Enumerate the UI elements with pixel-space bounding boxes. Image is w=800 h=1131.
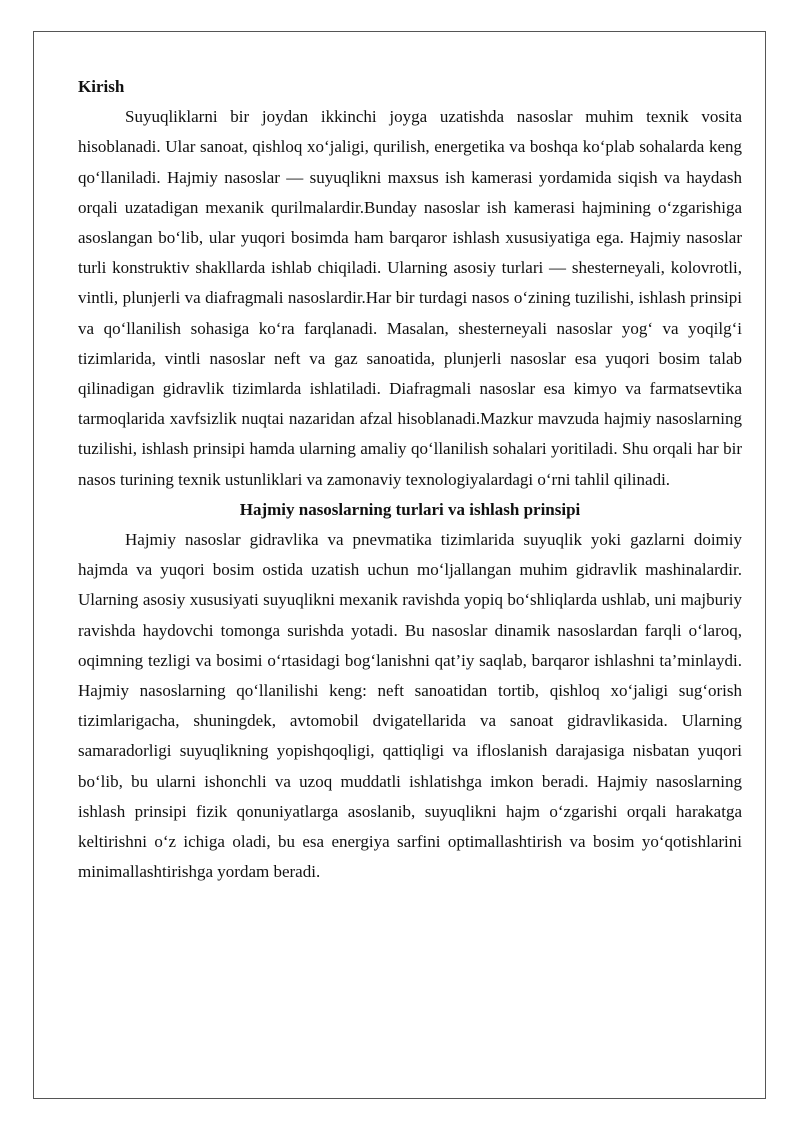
document-body: [78, 72, 742, 887]
intro-paragraph: Suyuqliklarni bir joydan ikkinchi joyga uzatishda nasoslar muhim texnik vosita hisoblanadi. Ular sanoat, qishloq xo‘jaligi, qurilish, energetika va boshqa ko‘plab sohalarda keng qo‘llaniladi. Hajmiy nasoslar — suyuqlikni maxsus ish kamerasi yordamida siqish va haydash orqali uzatadigan mexanik qurilmalardir.Bunday nasoslar ish kamerasi hajmining o‘zgarishiga asoslangan bo‘lib, ular yuqori bosimda ham barqaror ishlash xususiyatiga ega. Hajmiy nasoslar turli konstruktiv shakllarda ishlab chiqiladi. Ularning asosiy turlari — shesterneyali, kolovrotli, vintli, plunjerli va diafragmali nasoslardir.Har bir turdagi nasos o‘zining tuzilishi, ishlash prinsipi va qo‘llanilish sohasiga ko‘ra farqlanadi. Masalan, shesterneyali nasoslar yog‘ va yoqilg‘i tizimlarida, vintli nasoslar neft va gaz sanoatida, plunjerli nasoslar esa yuqori bosim talab qilinadigan gidravlik tizimlarda ishlatiladi. Diafragmali nasoslar esa kimyo va farmatsevtika tarmoqlarida xavfsizlik nuqtai nazaridan afzal hisoblanadi.Mazkur mavzuda hajmiy nasoslarning tuzilishi, ishlash prinsipi hamda ularning amaliy qo‘llanilish sohalari yoritiladi. Shu orqali har bir nasos turining texnik ustunliklari va zamonaviy texnologiyalardagi o‘rni tahlil qilinadi.: [78, 107, 742, 489]
section-paragraph: Hajmiy nasoslar gidravlika va pnevmatika tizimlarida suyuqlik yoki gazlarni doimiy hajmda va yuqori bosim ostida uzatish uchun mo‘ljallangan muhim gidravlik mashinalardir. Ularning asosiy xususiyati suyuqlikni mexanik ravishda yopiq bo‘shliqlarda ushlab, uni majburiy ravishda haydovchi tomonga surishda yotadi. Bu nasoslar dinamik nasoslardan farqli o‘laroq, oqimning tezligi va bosimi o‘rtasidagi bog‘lanishni qat’iy saqlab, barqaror ishlashni ta’minlaydi. Hajmiy nasoslarning qo‘llanilishi keng: neft sanoatidan tortib, qishloq xo‘jaligi sug‘orish tizimlarigacha, shuningdek, avtomobil dvigatellarida va sanoat gidravlikasida. Ularning samaradorligi suyuqlikning yopishqoqligi, qattiqligi va ifloslanish darajasiga nisbatan yuqori bo‘lib, bu ularni ishonchli va uzoq muddatli ishlatishga imkon beradi. Hajmiy nasoslarning ishlash prinsipi fizik qonuniyatlarga asoslanib, suyuqlikni hajm o‘zgarishi orqali harakatga keltirishni o‘z ichiga oladi, bu esa energiya sarfini optimallashtirish va bosim yo‘qotishlarini minimallashtirishga yordam beradi.: [78, 530, 742, 882]
intro-heading: Kirish: [78, 77, 125, 96]
section-heading: Hajmiy nasoslarning turlari va ishlash prinsipi: [239, 499, 581, 519]
